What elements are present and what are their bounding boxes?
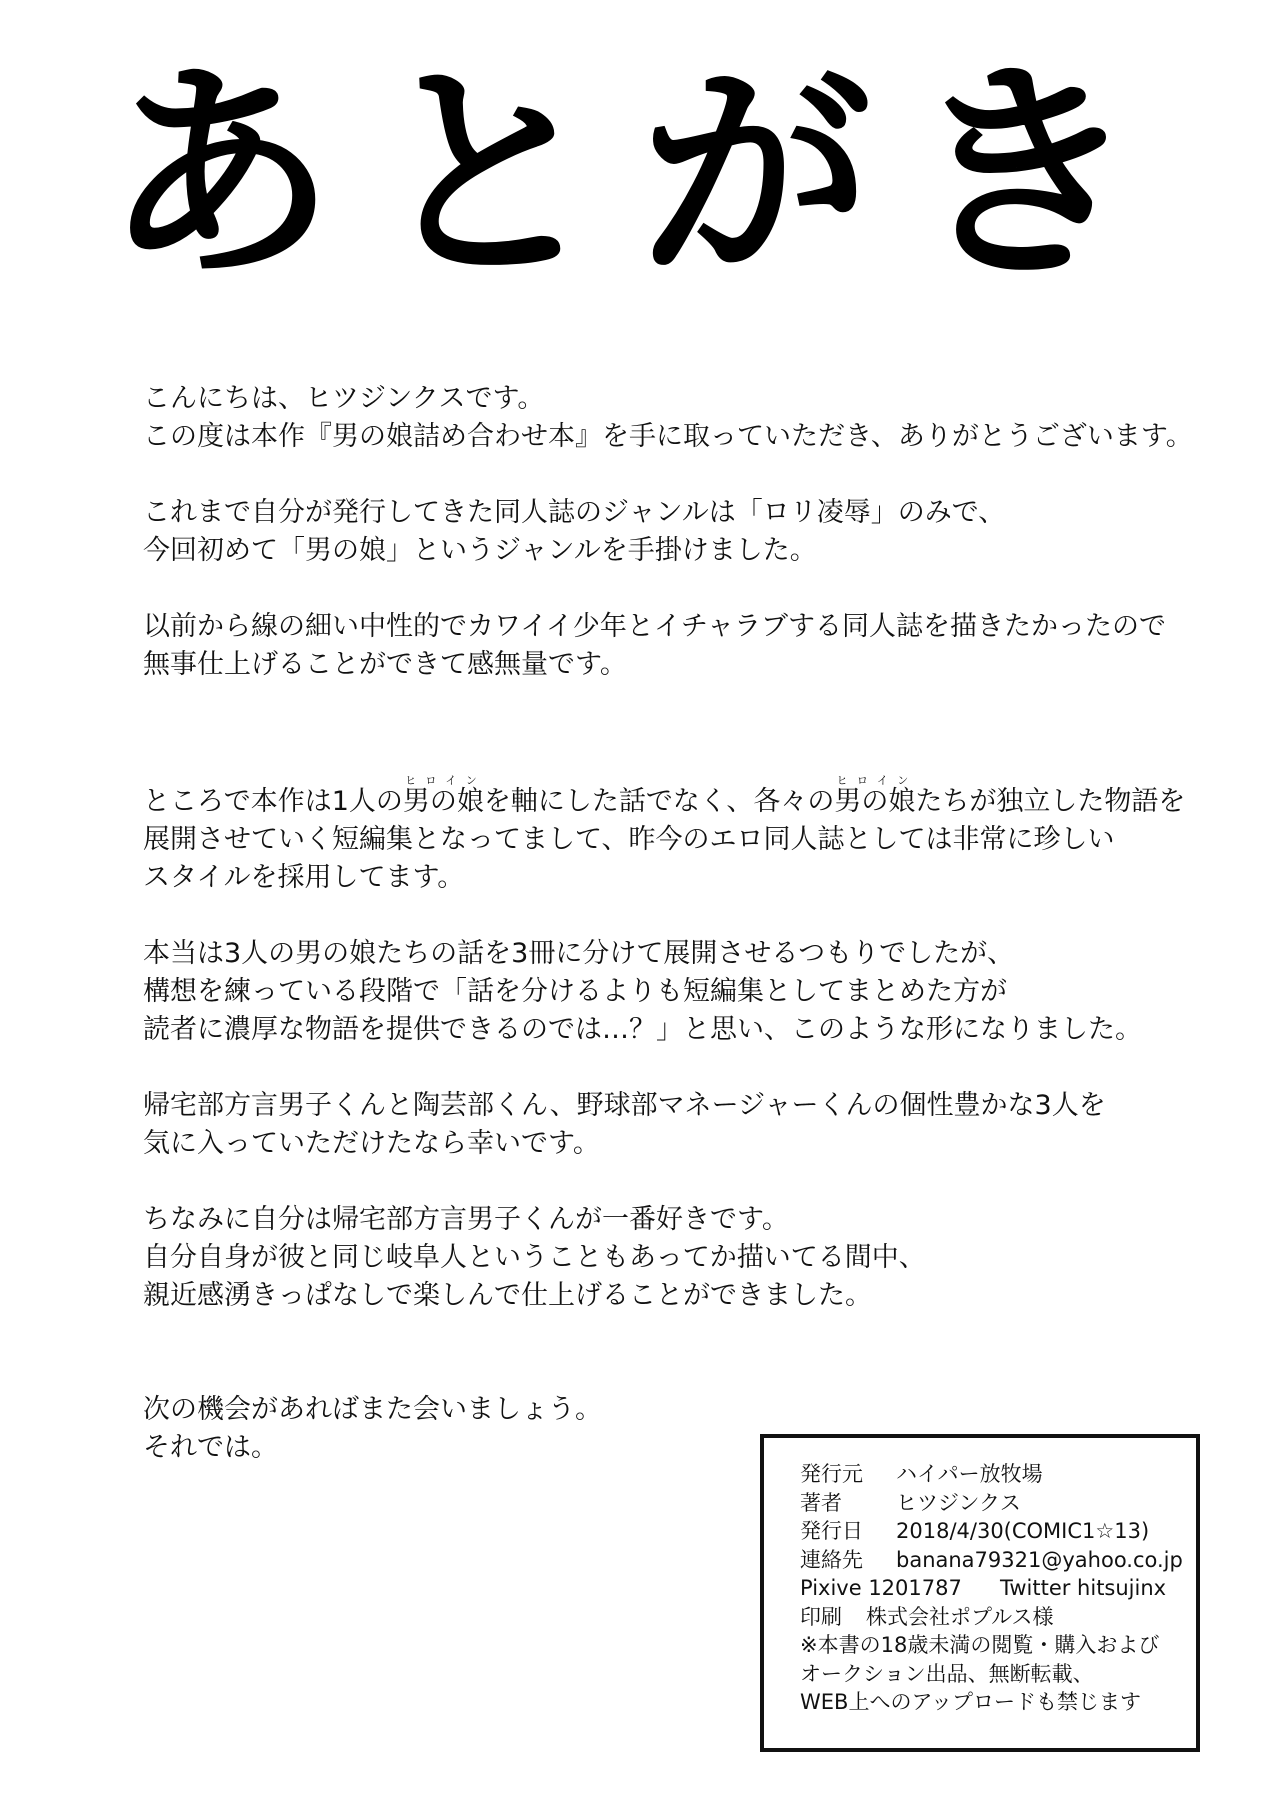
author-value: ヒツジンクス [896, 1490, 1021, 1515]
text-line: 無事仕上げることができて感無量です。 [143, 649, 627, 680]
paragraph-motivation [143, 608, 1223, 684]
publisher-label: 発行元 [800, 1462, 863, 1486]
paragraph-plan [143, 935, 1223, 1049]
colophon-sns [800, 1574, 1196, 1603]
ruby-heroine [402, 774, 484, 817]
text-line: 次の機会があればまた会いましょう。 [143, 1394, 602, 1425]
text-line: 以前から線の細い中性的でカワイイ少年とイチャラブする同人誌を描きたかったので [143, 611, 1167, 642]
text-segment: たちが独立した物語を [915, 786, 1186, 817]
colophon-author [800, 1489, 1196, 1518]
ruby-base: 男の娘 [834, 786, 916, 817]
text-segment: ところで本作は1人の [143, 786, 403, 817]
publisher-value: ハイパー放牧場 [896, 1462, 1043, 1486]
printer-value: 株式会社ポプルス様 [866, 1604, 1054, 1629]
text-line: スタイルを採用してます。 [143, 862, 465, 893]
date-value: 2018/4/30(COMIC1☆13) [896, 1519, 1150, 1543]
text-line: 自分自身が彼と同じ岐阜人ということもあってか描いてる間中、 [143, 1242, 926, 1273]
page-title: あとがき [103, 40, 1176, 310]
spacer [143, 456, 1223, 494]
colophon-notice-line: WEB上へのアップロードも禁じます [800, 1690, 1141, 1714]
text-line: これまで自分が発行してきた同人誌のジャンルは「ロリ凌辱」のみで、 [143, 497, 1006, 528]
text-segment: を軸にした話でなく、各々の [483, 786, 835, 817]
spacer [143, 570, 1223, 608]
colophon-printer [800, 1603, 1196, 1632]
text-line [143, 774, 1186, 817]
paragraph-characters [143, 1087, 1223, 1163]
spacer [143, 1315, 1223, 1391]
colophon-contact [800, 1546, 1196, 1575]
spacer [143, 684, 1223, 760]
contact-label: 連絡先 [800, 1547, 863, 1572]
text-line: それでは。 [143, 1432, 278, 1463]
text-line: 構想を練っている段階で「話を分けるよりも短編集としてまとめた方が [143, 976, 1007, 1007]
text-line: 展開させていく短編集となってまして、昨今のエロ同人誌としては非常に珍しい [143, 824, 1115, 855]
ruby-heroine [834, 774, 916, 817]
twitter-id: Twitter hitsujinx [1000, 1576, 1167, 1600]
colophon-notice-line: ※本書の18歳未満の閲覧・購入および [800, 1633, 1160, 1657]
paragraph-genre [143, 494, 1223, 570]
spacer [143, 1049, 1223, 1087]
spacer [143, 1163, 1223, 1201]
text-line: こんにちは、ヒツジンクスです。 [143, 383, 545, 414]
colophon-box [760, 1434, 1200, 1752]
ruby-base: 男の娘 [402, 786, 484, 817]
contact-value: banana79321@yahoo.co.jp [896, 1547, 1183, 1572]
text-line: 読者に濃厚な物語を提供できるのでは…？」と思い、このような形になりました。 [143, 1014, 1142, 1045]
paragraph-structure [143, 774, 1223, 897]
colophon-publisher [800, 1460, 1196, 1489]
pixiv-id: Pixive 1201787 [800, 1576, 962, 1600]
text-line: この度は本作『男の娘詰め合わせ本』を手に取っていただき、ありがとうございます。 [143, 421, 1193, 452]
author-label: 著者 [800, 1490, 842, 1515]
colophon-notice-line: オークション出品、無断転載、 [800, 1661, 1094, 1686]
text-line: 今回初めて「男の娘」というジャンルを手掛けました。 [143, 535, 817, 566]
date-label: 発行日 [800, 1519, 863, 1543]
text-line: 帰宅部方言男子くんと陶芸部くん、野球部マネージャーくんの個性豊かな3人を [143, 1090, 1106, 1121]
spacer [143, 897, 1223, 935]
afterword-body [143, 380, 1223, 1467]
text-line: ちなみに自分は帰宅部方言男子くんが一番好きです。 [143, 1204, 789, 1235]
printer-label: 印刷 [800, 1604, 842, 1629]
paragraph-favorite [143, 1201, 1223, 1315]
ruby-text: ヒロイン [402, 774, 484, 787]
colophon-date [800, 1517, 1196, 1546]
paragraph-greeting [143, 380, 1223, 456]
ruby-text: ヒロイン [834, 774, 916, 787]
text-line: 親近感湧きっぱなしで楽しんで仕上げることができました。 [143, 1280, 872, 1311]
text-line: 気に入っていただけたなら幸いです。 [143, 1128, 600, 1159]
text-line: 本当は3人の男の娘たちの話を3冊に分けて展開させるつもりでしたが、 [143, 938, 1015, 969]
